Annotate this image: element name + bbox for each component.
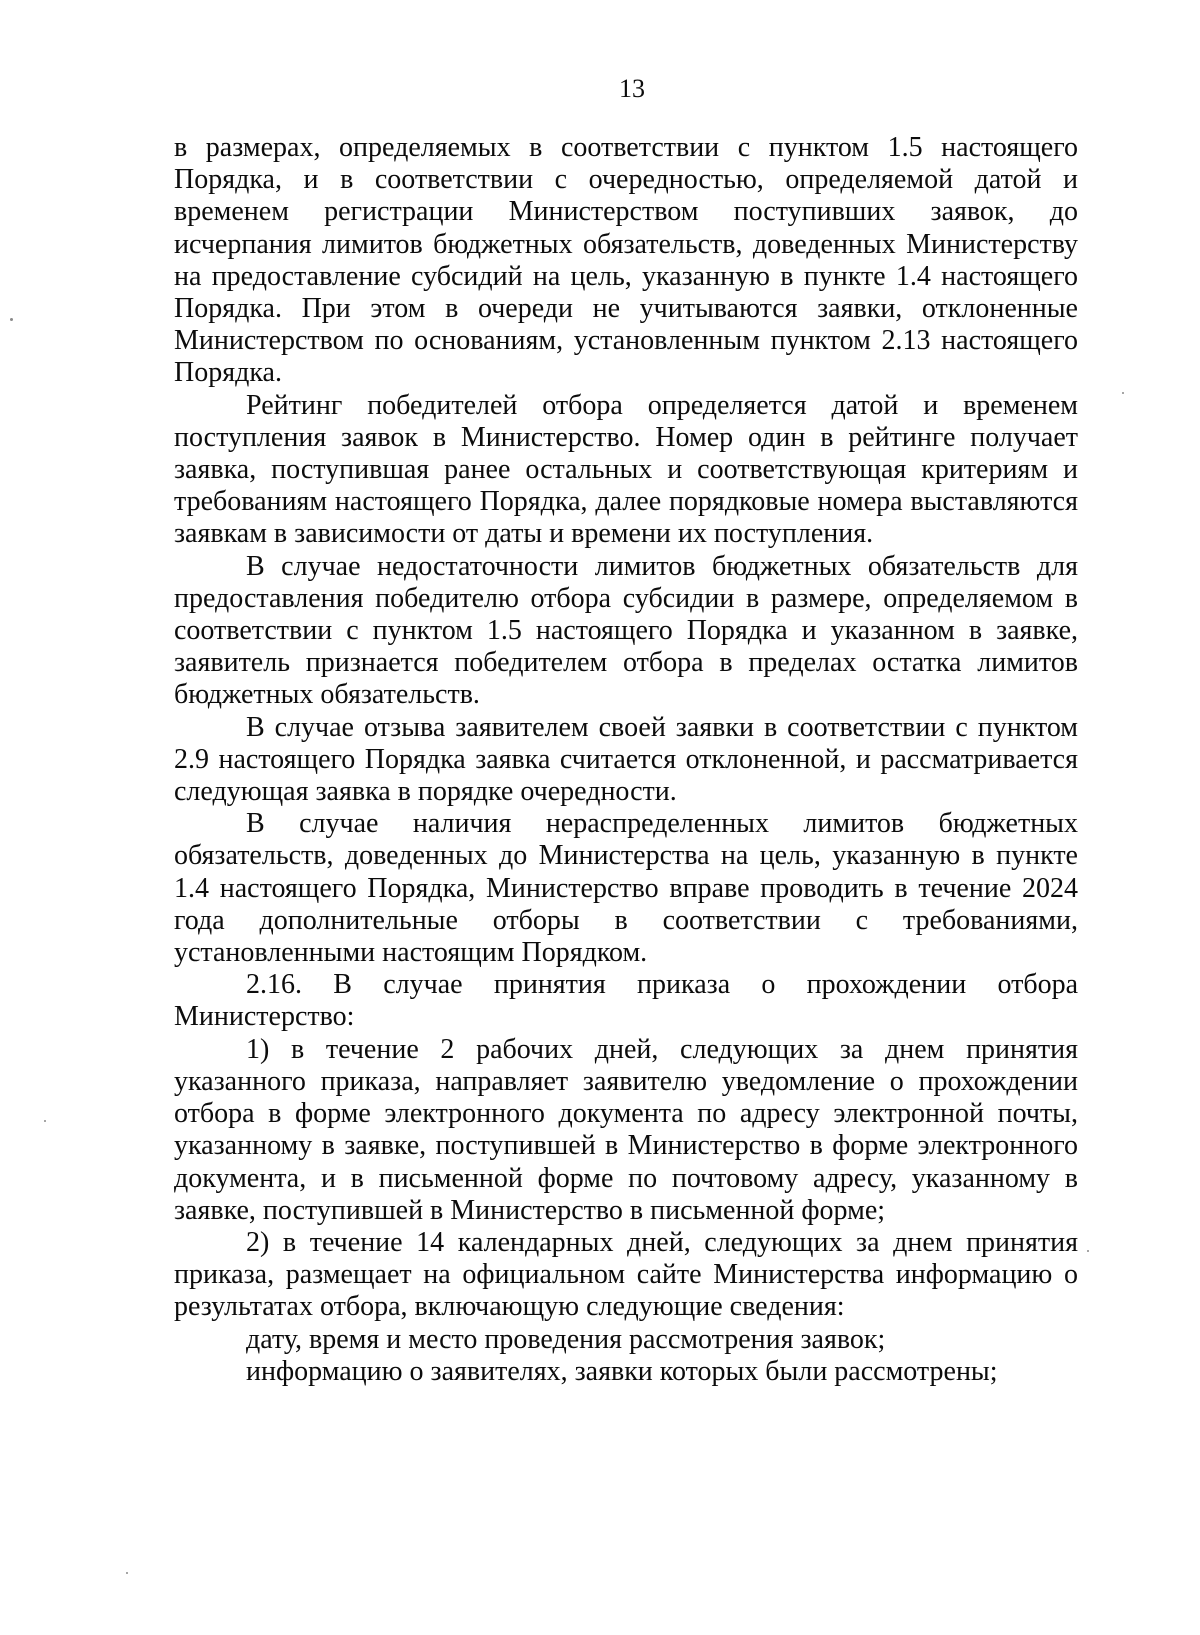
- paragraph-continuation: в размерах, определяемых в соответствии с пунктом 1.5 настоящего Порядка, и в соответствии с очередностью, определяемой датой и временем регистрации Министерством поступивших заявок, до исчерпания лимитов бюджетных обязательств, доведенных Министерству на предоставление субсидий на цель, указанную в пункте 1.4 настоящего Порядка. При этом в очереди не учитываются заявки, отклоненные Министерством по основаниям, установленным пунктом 2.13 настоящего Порядка.: [174, 132, 1078, 389]
- paragraph-list-applicants-info: информацию о заявителях, заявки которых были рассмотрены;: [246, 1355, 998, 1387]
- paragraph-application-withdrawal: В случае отзыва заявителем своей заявки в соответствии с пунктом 2.9 настоящего Порядка заявка считается отклоненной, и рассматривается следующая заявка в порядке очередности.: [174, 711, 1078, 808]
- paragraph-item-2: 2) в течение 14 календарных дней, следующих за днем принятия приказа, размещает на официальном сайте Министерства информацию о результатах отбора, включающую следующие сведения:: [174, 1226, 1078, 1323]
- paragraph-clause-2-16: 2.16. В случае принятия приказа о прохождении отбора Министерство:: [174, 969, 1078, 1033]
- scan-speck: [126, 1572, 128, 1574]
- scan-speck: [10, 318, 13, 321]
- paragraph-winner-rating: Рейтинг победителей отбора определяется датой и временем поступления заявок в Министерство. Номер один в рейтинге получает заявка, поступившая ранее остальных и соответствующая критериям и требованиям настоящего Порядка, далее порядковые номера выставляются заявкам в зависимости от даты и времени их поступления.: [174, 389, 1078, 550]
- scan-speck: [44, 1120, 46, 1122]
- paragraph-additional-selections: В случае наличия нераспределенных лимитов бюджетных обязательств, доведенных до Министерства на цель, указанную в пункте 1.4 настоящего Порядка, Министерство вправе проводить в течение 2024 года дополнительные отборы в соответствии с требованиями, установленными настоящим Порядком.: [174, 808, 1078, 969]
- scan-speck: [1087, 1250, 1089, 1252]
- paragraph-insufficient-limits: В случае недостаточности лимитов бюджетных обязательств для предоставления победителю отбора субсидии в размере, определяемом в соответствии с пунктом 1.5 настоящего Порядка и указанном в заявке, заявитель признается победителем отбора в пределах остатка лимитов бюджетных обязательств.: [174, 550, 1078, 711]
- page-number: 13: [619, 74, 645, 103]
- paragraph-item-1: 1) в течение 2 рабочих дней, следующих за днем принятия указанного приказа, направляет заявителю уведомление о прохождении отбора в форме электронного документа по адресу электронной почты, указанному в заявке, поступившей в Министерство в форме электронного документа, и в письменной форме по почтовому адресу, указанному в заявке, поступившей в Министерство в письменной форме;: [174, 1033, 1078, 1226]
- scan-speck: [1122, 392, 1124, 394]
- paragraph-list-date-time-place: дату, время и место проведения рассмотрения заявок;: [246, 1323, 886, 1355]
- document-body: [174, 132, 1078, 1388]
